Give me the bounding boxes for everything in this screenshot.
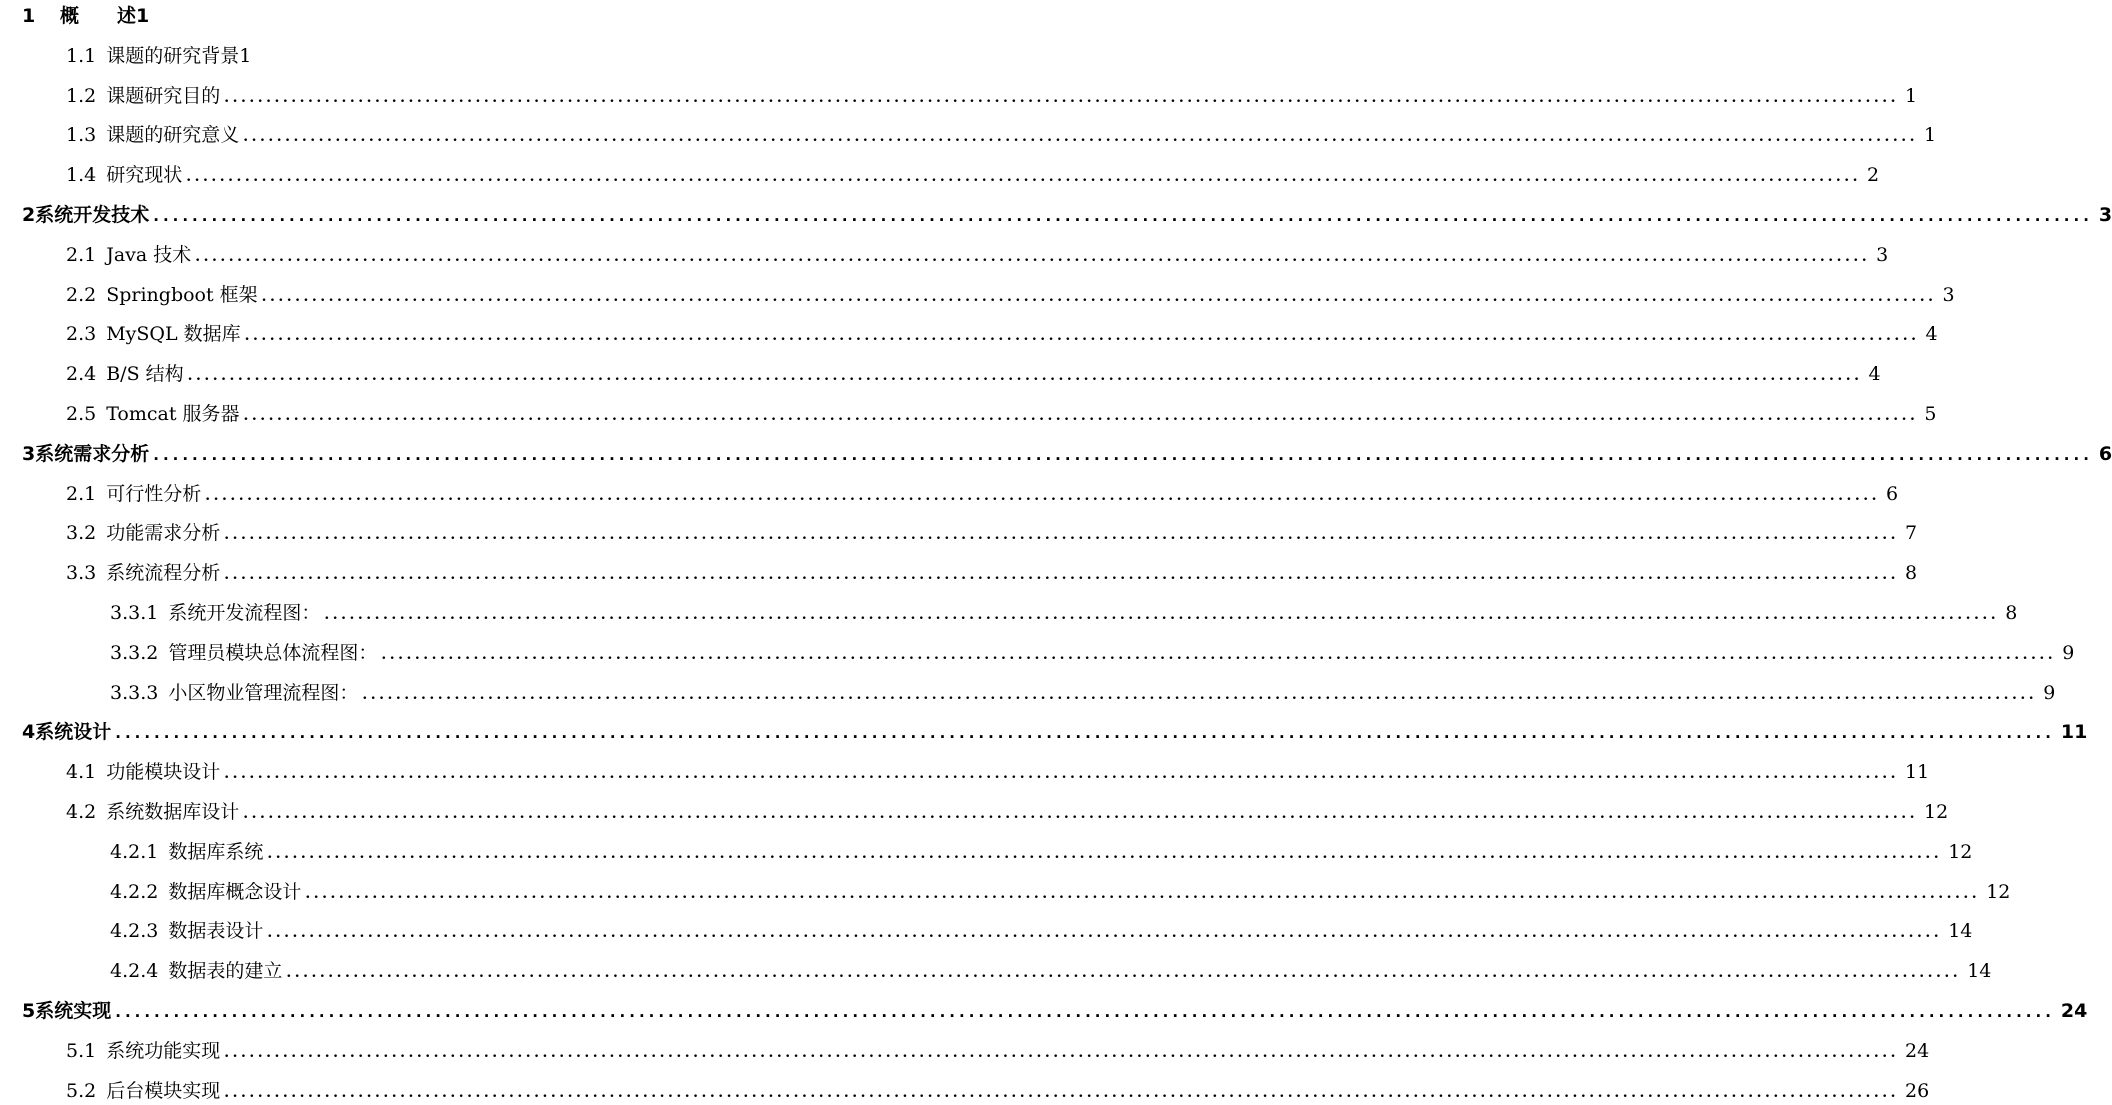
toc-entry-title: 可行性分析 xyxy=(106,482,202,505)
toc-entry-level-1[interactable] xyxy=(22,4,768,28)
toc-entry-number: 2.1 xyxy=(66,482,97,505)
toc-entry-number: 3.2 xyxy=(66,522,97,545)
toc-entry-number: 4.2.3 xyxy=(110,920,159,943)
toc-entry-title: 数据库概念设计 xyxy=(168,880,302,903)
toc-entry-page-number: 3 xyxy=(1942,283,1955,306)
toc-entry-level-2[interactable] xyxy=(66,362,1881,386)
toc-entry-number: 2.2 xyxy=(66,283,97,306)
toc-entry-number: 2.5 xyxy=(66,403,97,425)
toc-entry-level-3[interactable] xyxy=(110,681,2056,705)
toc-entry-number: 1.4 xyxy=(66,164,97,187)
dot-leader: ........................................................................................................................................................................................................ xyxy=(261,288,1937,305)
toc-entry-level-2[interactable] xyxy=(66,243,1889,267)
dot-leader: ........................................................................................................................................................................................................ xyxy=(224,567,1900,584)
dot-leader: ........................................................................................................................................................................................................ xyxy=(267,925,1943,942)
toc-entry-title: 研究现状 xyxy=(106,164,183,187)
dot-leader: ........................................................................................................................................................................................................ xyxy=(381,646,2057,663)
toc-entry-title: Java 技术 xyxy=(106,243,192,266)
dot-leader: ........................................................................................................................................................................................................ xyxy=(153,445,2093,464)
toc-entry-level-3[interactable] xyxy=(110,641,2075,665)
toc-entry-title: 课题研究目的 xyxy=(106,84,221,107)
toc-entry-number: 1 xyxy=(22,5,36,27)
toc-entry-page-number: 14 xyxy=(1967,960,1992,983)
toc-entry-level-3[interactable] xyxy=(110,840,1973,864)
toc-entry-number: 5.2 xyxy=(66,1079,97,1102)
dot-leader: ........................................................................................................................................................................................................ xyxy=(224,89,1900,106)
toc-entry-number: 5 xyxy=(22,1000,36,1022)
toc-entry-title: 系统需求分析 xyxy=(35,442,150,465)
toc-entry-level-2[interactable] xyxy=(66,1039,1930,1063)
toc-entry-page-number: 12 xyxy=(1986,880,2011,903)
toc-entry-title: Springboot 框架 xyxy=(106,283,258,306)
dot-leader: ........................................................................................................................................................................................................ xyxy=(267,845,1943,862)
toc-entry-number: 3 xyxy=(22,442,36,465)
toc-entry-level-2[interactable] xyxy=(66,322,1938,346)
toc-entry-page-number: 2 xyxy=(1867,164,1880,187)
toc-entry-page-number: 8 xyxy=(1905,562,1918,585)
toc-entry-page-number: 7 xyxy=(1905,522,1918,545)
toc-entry-level-2[interactable] xyxy=(66,760,1930,784)
dot-leader: ........................................................................................................................................................................................................ xyxy=(224,1044,1900,1061)
dot-leader: ........................................................................................................................................................................................................ xyxy=(244,328,1920,345)
dot-leader: ........................................................................................................................................................................................................ xyxy=(195,248,1871,265)
toc-entry-page-number: 12 xyxy=(1924,801,1949,823)
dot-leader: ........................................................................................................................................................................................................ xyxy=(224,766,1900,783)
toc-entry-level-2[interactable] xyxy=(66,1079,1930,1103)
dot-leader: ........................................................................................................................................................................................................ xyxy=(115,724,2055,743)
toc-entry-page-number: 3 xyxy=(1876,243,1889,266)
toc-entry-level-2[interactable] xyxy=(66,283,1955,307)
toc-entry-title: 系统功能实现 xyxy=(106,1039,221,1062)
toc-entry-title: 系统设计 xyxy=(35,721,112,744)
toc-entry-number: 3.3.3 xyxy=(110,681,159,704)
toc-entry-level-2[interactable] xyxy=(66,800,1949,824)
toc-entry-title: 系统开发流程图： xyxy=(168,602,321,624)
toc-entry-title: 数据表的建立 xyxy=(168,960,283,983)
toc-entry-page-number: 5 xyxy=(1924,403,1937,425)
toc-entry-page-number: 9 xyxy=(2043,681,2056,704)
toc-entry-title: B/S 结构 xyxy=(106,363,184,386)
toc-entry-title: Tomcat 服务器 xyxy=(106,403,240,425)
toc-entry-number: 1.3 xyxy=(66,124,97,147)
dot-leader: ........................................................................................................................................................................................................ xyxy=(286,965,1962,982)
toc-entry-level-1[interactable] xyxy=(22,442,2112,466)
toc-entry-page-number: 1 xyxy=(1905,84,1918,107)
dot-leader: ........................................................................................................................................................................................................ xyxy=(305,885,1981,902)
toc-entry-page-number: 11 xyxy=(2060,721,2088,744)
toc-entry-level-2[interactable] xyxy=(66,561,1918,585)
toc-entry-number: 2.1 xyxy=(66,243,97,266)
toc-entry-number: 5.1 xyxy=(66,1039,97,1062)
toc-entry-number: 4.2.4 xyxy=(110,960,159,983)
toc-entry-page-number: 11 xyxy=(1905,761,1930,784)
toc-entry-title: 系统流程分析 xyxy=(106,562,221,585)
toc-entry-title: 概 述1 xyxy=(60,5,150,27)
toc-entry-title: 小区物业管理流程图： xyxy=(168,681,359,704)
toc-entry-title: MySQL 数据库 xyxy=(106,323,241,346)
dot-leader: ........................................................................................................................................................................................................ xyxy=(153,207,2093,225)
toc-entry-number: 4.2.1 xyxy=(110,840,159,863)
toc-entry-title: 系统实现 xyxy=(35,1000,112,1022)
toc-entry-title: 管理员模块总体流程图： xyxy=(168,641,378,664)
toc-entry-page-number: 9 xyxy=(2062,641,2075,664)
toc-entry-title: 功能需求分析 xyxy=(106,522,221,545)
toc-entry-number: 1.1 xyxy=(66,44,97,67)
toc-entry-number: 4.1 xyxy=(66,761,97,784)
toc-entry-number: 3.3 xyxy=(66,562,97,585)
toc-entry-title: 系统开发技术 xyxy=(35,204,150,226)
toc-entry-level-2[interactable] xyxy=(66,44,768,68)
toc-entry-title: 系统数据库设计 xyxy=(106,801,240,823)
toc-entry-page-number: 14 xyxy=(1948,920,1973,943)
dot-leader: ........................................................................................................................................................................................................ xyxy=(224,527,1900,544)
dot-leader: ........................................................................................................................................................................................................ xyxy=(115,1003,2055,1021)
toc-entry-level-3[interactable] xyxy=(110,880,2011,904)
dot-leader: ........................................................................................................................................................................................................ xyxy=(205,487,1881,504)
toc-entry-page-number: 8 xyxy=(2005,602,2018,624)
dot-leader: ........................................................................................................................................................................................................ xyxy=(243,129,1919,146)
toc-entry-number: 4 xyxy=(22,721,36,744)
toc-entry-level-2[interactable] xyxy=(66,163,1880,187)
toc-entry-page-number: 6 xyxy=(2098,442,2112,465)
toc-entry-page-number: 24 xyxy=(2060,1000,2088,1022)
toc-entry-page-number: 26 xyxy=(1905,1079,1930,1102)
toc-entry-page-number: 12 xyxy=(1948,840,1973,863)
toc-entry-level-3[interactable] xyxy=(110,919,1973,943)
toc-entry-page-number: 3 xyxy=(2098,204,2112,226)
dot-leader: ........................................................................................................................................................................................................ xyxy=(243,408,1919,424)
toc-entry-page-number: 4 xyxy=(1925,323,1938,346)
dot-leader: ........................................................................................................................................................................................................ xyxy=(243,806,1919,822)
toc-entry-page-number: 4 xyxy=(1868,363,1881,386)
toc-entry-number: 2 xyxy=(22,204,36,226)
toc-entry-number: 3.3.2 xyxy=(110,641,159,664)
toc-entry-level-3[interactable] xyxy=(110,601,2018,625)
toc-entry-title: 功能模块设计 xyxy=(106,761,221,784)
toc-entry-level-2[interactable] xyxy=(66,123,1937,147)
toc-entry-level-3[interactable] xyxy=(110,959,1992,983)
toc-entry-title: 课题的研究意义 xyxy=(106,124,240,147)
dot-leader: ........................................................................................................................................................................................................ xyxy=(362,686,2038,703)
toc-entry-level-2[interactable] xyxy=(66,84,1918,108)
toc-entry-level-1[interactable] xyxy=(22,999,2088,1023)
toc-entry-number: 1.2 xyxy=(66,84,97,107)
dot-leader: ........................................................................................................................................................................................................ xyxy=(224,1084,1900,1101)
toc-entry-title: 课题的研究背景1 xyxy=(106,44,252,67)
toc-entry-level-2[interactable] xyxy=(66,482,1899,506)
toc-entry-level-1[interactable] xyxy=(22,203,2112,227)
toc-entry-level-2[interactable] xyxy=(66,521,1918,545)
toc-entry-level-2[interactable] xyxy=(66,402,1937,426)
toc-entry-page-number: 6 xyxy=(1886,482,1899,505)
toc-entry-title: 数据表设计 xyxy=(168,920,264,943)
toc-entry-title: 后台模块实现 xyxy=(106,1079,221,1102)
toc-entry-level-1[interactable] xyxy=(22,720,2088,744)
toc-entry-number: 2.4 xyxy=(66,363,97,386)
toc-entry-title: 数据库系统 xyxy=(168,840,264,863)
dot-leader: ........................................................................................................................................................................................................ xyxy=(324,607,2000,623)
toc-entry-number: 3.3.1 xyxy=(110,602,159,624)
toc-entry-number: 4.2.2 xyxy=(110,880,159,903)
dot-leader: ........................................................................................................................................................................................................ xyxy=(187,368,1863,385)
toc-entry-page-number: 1 xyxy=(1924,124,1937,147)
toc-entry-number: 2.3 xyxy=(66,323,97,346)
toc-entry-number: 4.2 xyxy=(66,801,97,823)
dot-leader: ........................................................................................................................................................................................................ xyxy=(186,169,1862,186)
toc-entry-page-number: 24 xyxy=(1905,1039,1930,1062)
